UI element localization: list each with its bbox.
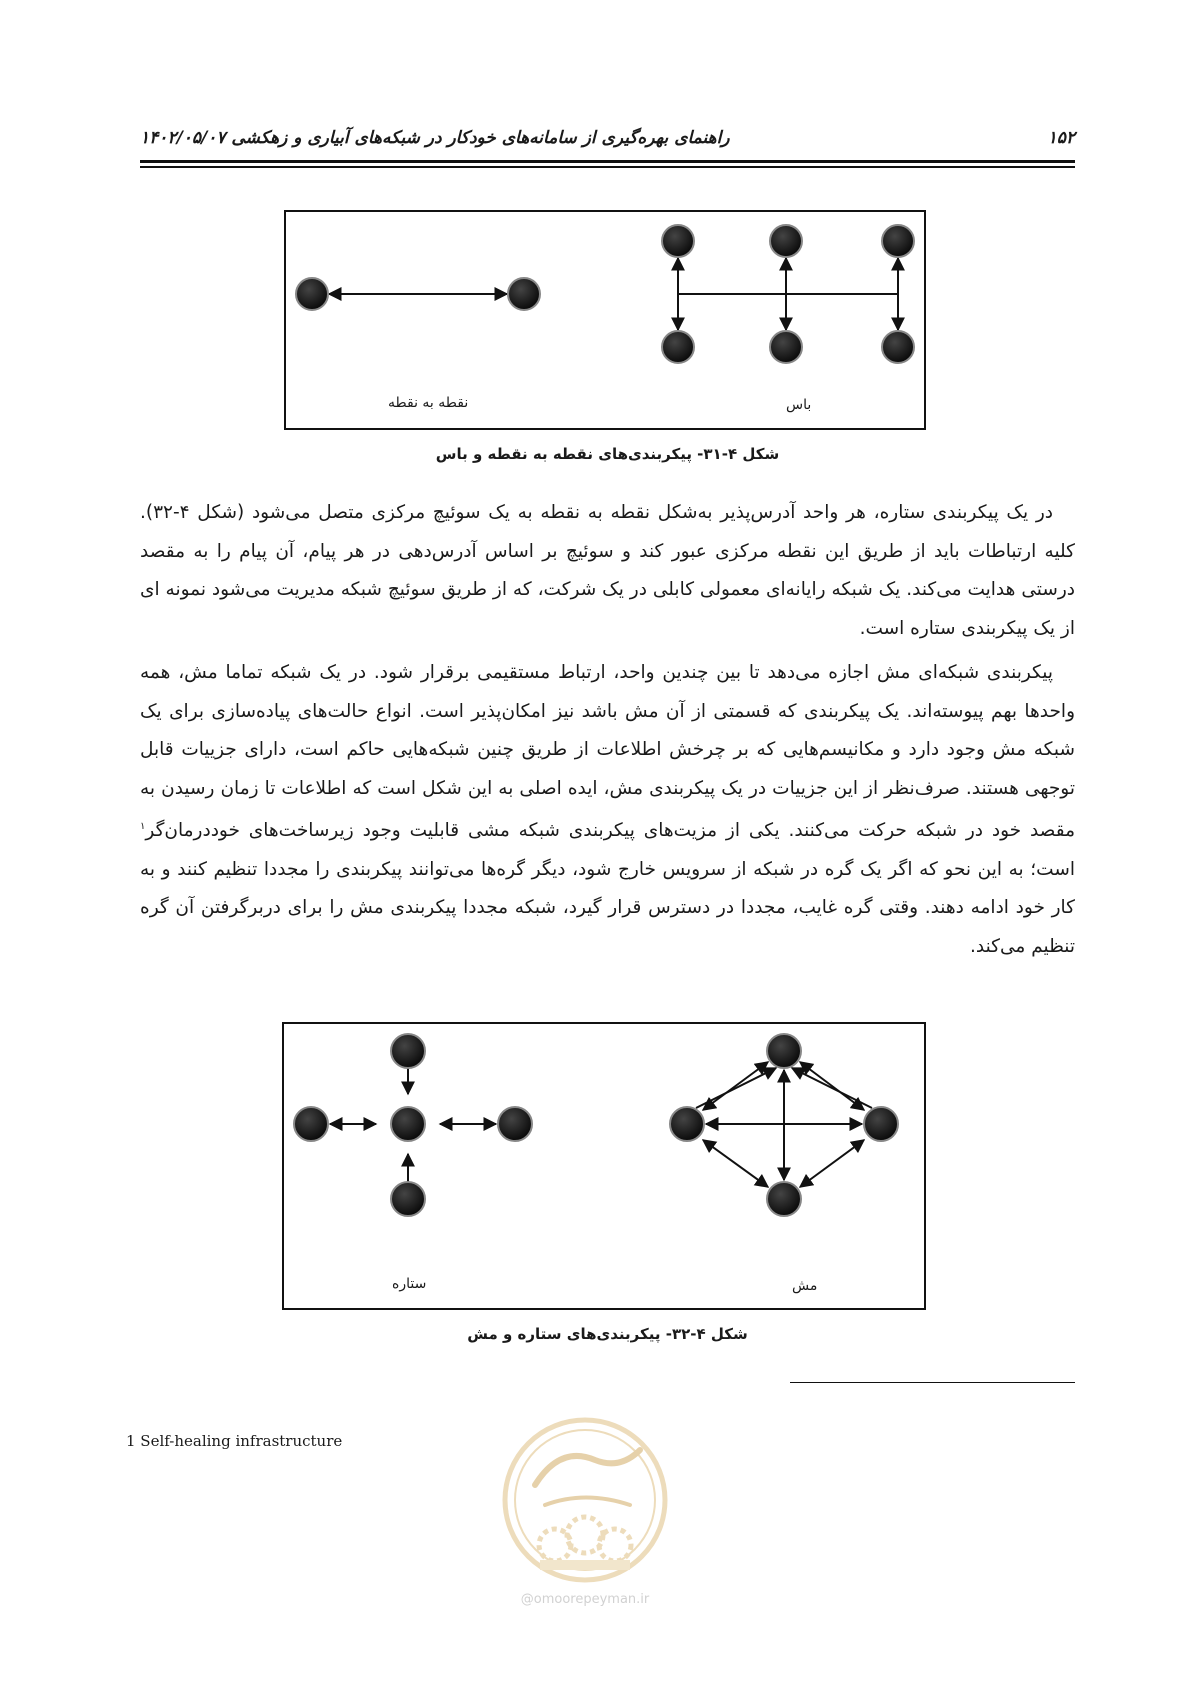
mesh-link xyxy=(792,1068,872,1108)
mesh-link xyxy=(800,1062,864,1110)
watermark-url: @omoorepeyman.ir xyxy=(520,1592,650,1607)
footnote-rule xyxy=(790,1382,1075,1383)
label-bus: باس xyxy=(786,397,812,413)
paragraph-mesh-text-2: است؛ به این نحو که اگر یک گره در شبکه از سرویس خارج شود، دیگر گره‌ها می‌توانند پیکربندی را مجددا تنظیم کنند و به کار خود ادامه دهند. وقتی گره غایب، مجددا در دسترس قرار گیرد، شبکه مجددا پیکربندی مش را برای دربرگرفتن آن گره تنظیم می‌کند. xyxy=(140,858,1075,957)
header-rule xyxy=(140,160,1075,163)
p2p-bus-diagram xyxy=(286,212,924,428)
star-node-left xyxy=(294,1107,328,1141)
mesh-link xyxy=(703,1062,768,1110)
star-node-right xyxy=(498,1107,532,1141)
watermark-seal-icon xyxy=(500,1410,670,1590)
page-header xyxy=(140,128,1075,154)
header-title: راهنمای بهره‌گیری از سامانه‌های خودکار در شبکه‌های آبیاری و زهکشی ۱۴۰۲/۰۵/۰۷ xyxy=(140,128,730,148)
body-text xyxy=(140,494,1075,966)
mesh-node-right xyxy=(864,1107,898,1141)
mesh-link xyxy=(800,1140,864,1187)
p2p-node-right xyxy=(508,278,540,310)
header-rule-thin xyxy=(140,166,1075,168)
bus-node xyxy=(882,225,914,257)
paragraph-mesh-text-1: پیکربندی شبکه‌ای مش اجازه می‌دهد تا بین چندین واحد، ارتباط مستقیمی برقرار شود. در یک شبکه تماما مش، همه واحدها بهم پیوسته‌اند. یک پیکربندی که قسمتی از آن مش باشد نیز امکان‌پذیر است. انواع حالت‌های پیاده‌سازی برای یک شبکه مش وجود دارد و مکانیسم‌هایی که بر چرخش اطلاعات از طریق چنین شبکه‌هایی حاکم است، دارای جزییات قابل توجهی هستند. صرف‌نظر از این جزییات در یک پیکربندی مش، ایده اصلی به این شکل است که اطلاعات تا زمان رسیدن به مقصد خود در شبکه حرکت می‌کنند. یکی از مزیت‌های پیکربندی شبکه مشی قابلیت وجود زیرساخت‌های خوددرمان‌گر xyxy=(140,662,1075,842)
bus-node xyxy=(662,331,694,363)
figure-p2p-bus xyxy=(284,210,926,430)
figure-star-mesh xyxy=(282,1022,926,1310)
label-point-to-point: نقطه به نقطه xyxy=(388,395,469,411)
mesh-node-bottom xyxy=(767,1182,801,1216)
bus-node xyxy=(882,331,914,363)
figure2-caption: شکل ۴-۳۲- پیکربندی‌های ستاره و مش xyxy=(467,1325,748,1343)
bus-node xyxy=(770,331,802,363)
page-number: ۱۵۲ xyxy=(1047,128,1075,148)
paragraph-star: در یک پیکربندی ستاره، هر واحد آدرس‌پذیر به‌شکل نقطه به نقطه به یک سوئیچ مرکزی متصل می‌شود (شکل ۴-۳۲). کلیه ارتباطات باید از طریق این نقطه مرکزی عبور کند و سوئیچ بر اساس آدرس‌دهی در هر پیام، آن پیام را به مقصد درستی هدایت می‌کند. یک شبکه رایانه‌ای معمولی کابلی در یک شرکت، که از طریق سوئیچ شبکه مدیریت می‌شود نمونه ای از یک پیکربندی ستاره است. xyxy=(140,502,1075,639)
star-node-bottom xyxy=(391,1182,425,1216)
bus-node xyxy=(770,225,802,257)
star-center-node xyxy=(391,1107,425,1141)
watermark xyxy=(500,1410,670,1610)
mesh-node-top xyxy=(767,1034,801,1068)
paragraph-mesh xyxy=(140,654,1075,966)
mesh-node-left xyxy=(670,1107,704,1141)
footnote: 1 Self-healing infrastructure xyxy=(126,1432,343,1450)
label-mesh: مش xyxy=(792,1278,818,1294)
star-mesh-diagram xyxy=(284,1024,924,1308)
figure1-caption: شکل ۴-۳۱- پیکربندی‌های نقطه به نقطه و باس xyxy=(435,445,780,463)
footnote-ref[interactable]: ۱ xyxy=(140,821,146,832)
mesh-link xyxy=(696,1068,776,1108)
star-node-top xyxy=(391,1034,425,1068)
p2p-node-left xyxy=(296,278,328,310)
mesh-link xyxy=(703,1140,768,1187)
bus-node xyxy=(662,225,694,257)
label-star: ستاره xyxy=(392,1276,427,1292)
